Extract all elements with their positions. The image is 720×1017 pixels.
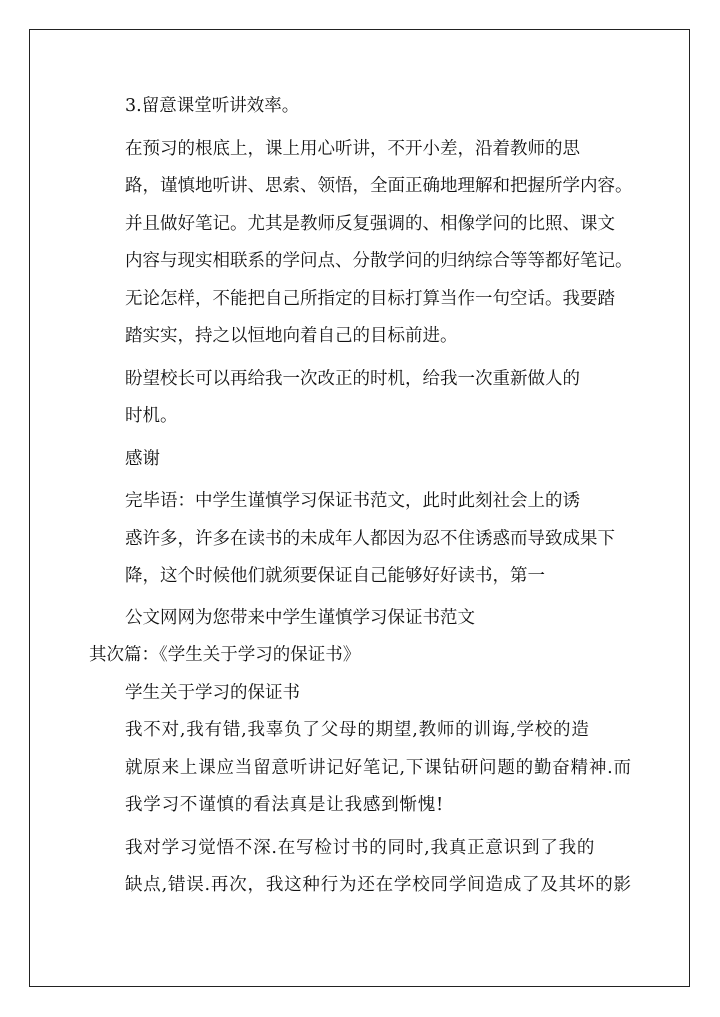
section-title [89,637,641,675]
document-subtitle [89,675,641,713]
document-body [89,88,641,905]
text-line: 盼望校长可以再给我一次改正的时机，给我一次重新做人的 [125,368,580,389]
text-line: 内容与现实相联系的学问点、分散学问的归纳综合等等都好笔记。 [125,251,633,271]
text-line: 无论怎样，不能把自己所指定的目标打算当作一句空话。我要踏 [125,288,615,309]
text-line: 其次篇：《学生关于学习的保证书》 [89,645,361,665]
text-line: 降，这个时候他们就须要保证自己能够好好读书，第一 [125,566,545,586]
text-line: 学生关于学习的保证书 [125,682,300,703]
text-line: 惑许多，许多在读书的未成年人都因为忍不住诱惑而导致成果下 [125,528,615,549]
text-line: 路，谨慎地听讲、思索、领悟，全面正确地理解和把握所学内容。 [125,176,633,196]
text-line: 我对学习觉悟不深.在写检讨书的同时,我真正意识到了我的 [125,837,596,858]
text-line: 完毕语：中学生谨慎学习保证书范文，此时此刻社会上的诱 [125,491,580,511]
text-line: 我不对,我有错,我辜负了父母的期望,教师的训诲,学校的造 [125,720,590,740]
text-line: 3.留意课堂听讲效率。 [125,96,300,116]
paragraph-source-note [89,600,641,638]
text-line: 缺点,错误.再次，我这种行为还在学校同学间造成了及其坏的影 [125,875,632,895]
text-line: 并且做好笔记。尤其是教师反复强调的、相像学问的比照、课文 [125,213,615,234]
text-line: 在预习的根底上，课上用心听讲，不开小差，沿着教师的思 [125,138,580,159]
text-line: 就原来上课应当留意听讲记好笔记,下课钻研问题的勤奋精神.而 [125,757,632,778]
text-line: 感谢 [125,448,160,469]
text-line: 公文网网为您带来中学生谨慎学习保证书范文 [125,607,475,628]
paragraph-closing [89,483,641,596]
text-line: 踏实实，持之以恒地向着自己的目标前进。 [125,326,458,346]
paragraph-thanks [89,441,641,479]
paragraph-listening [89,131,641,356]
paragraph-reflection [89,830,641,905]
text-line: 我学习不谨慎的看法真是让我感到惭愧! [125,795,444,815]
paragraph-apology [89,712,641,825]
paragraph-request [89,361,641,436]
section-heading [89,88,641,126]
text-line: 时机。 [125,406,178,426]
